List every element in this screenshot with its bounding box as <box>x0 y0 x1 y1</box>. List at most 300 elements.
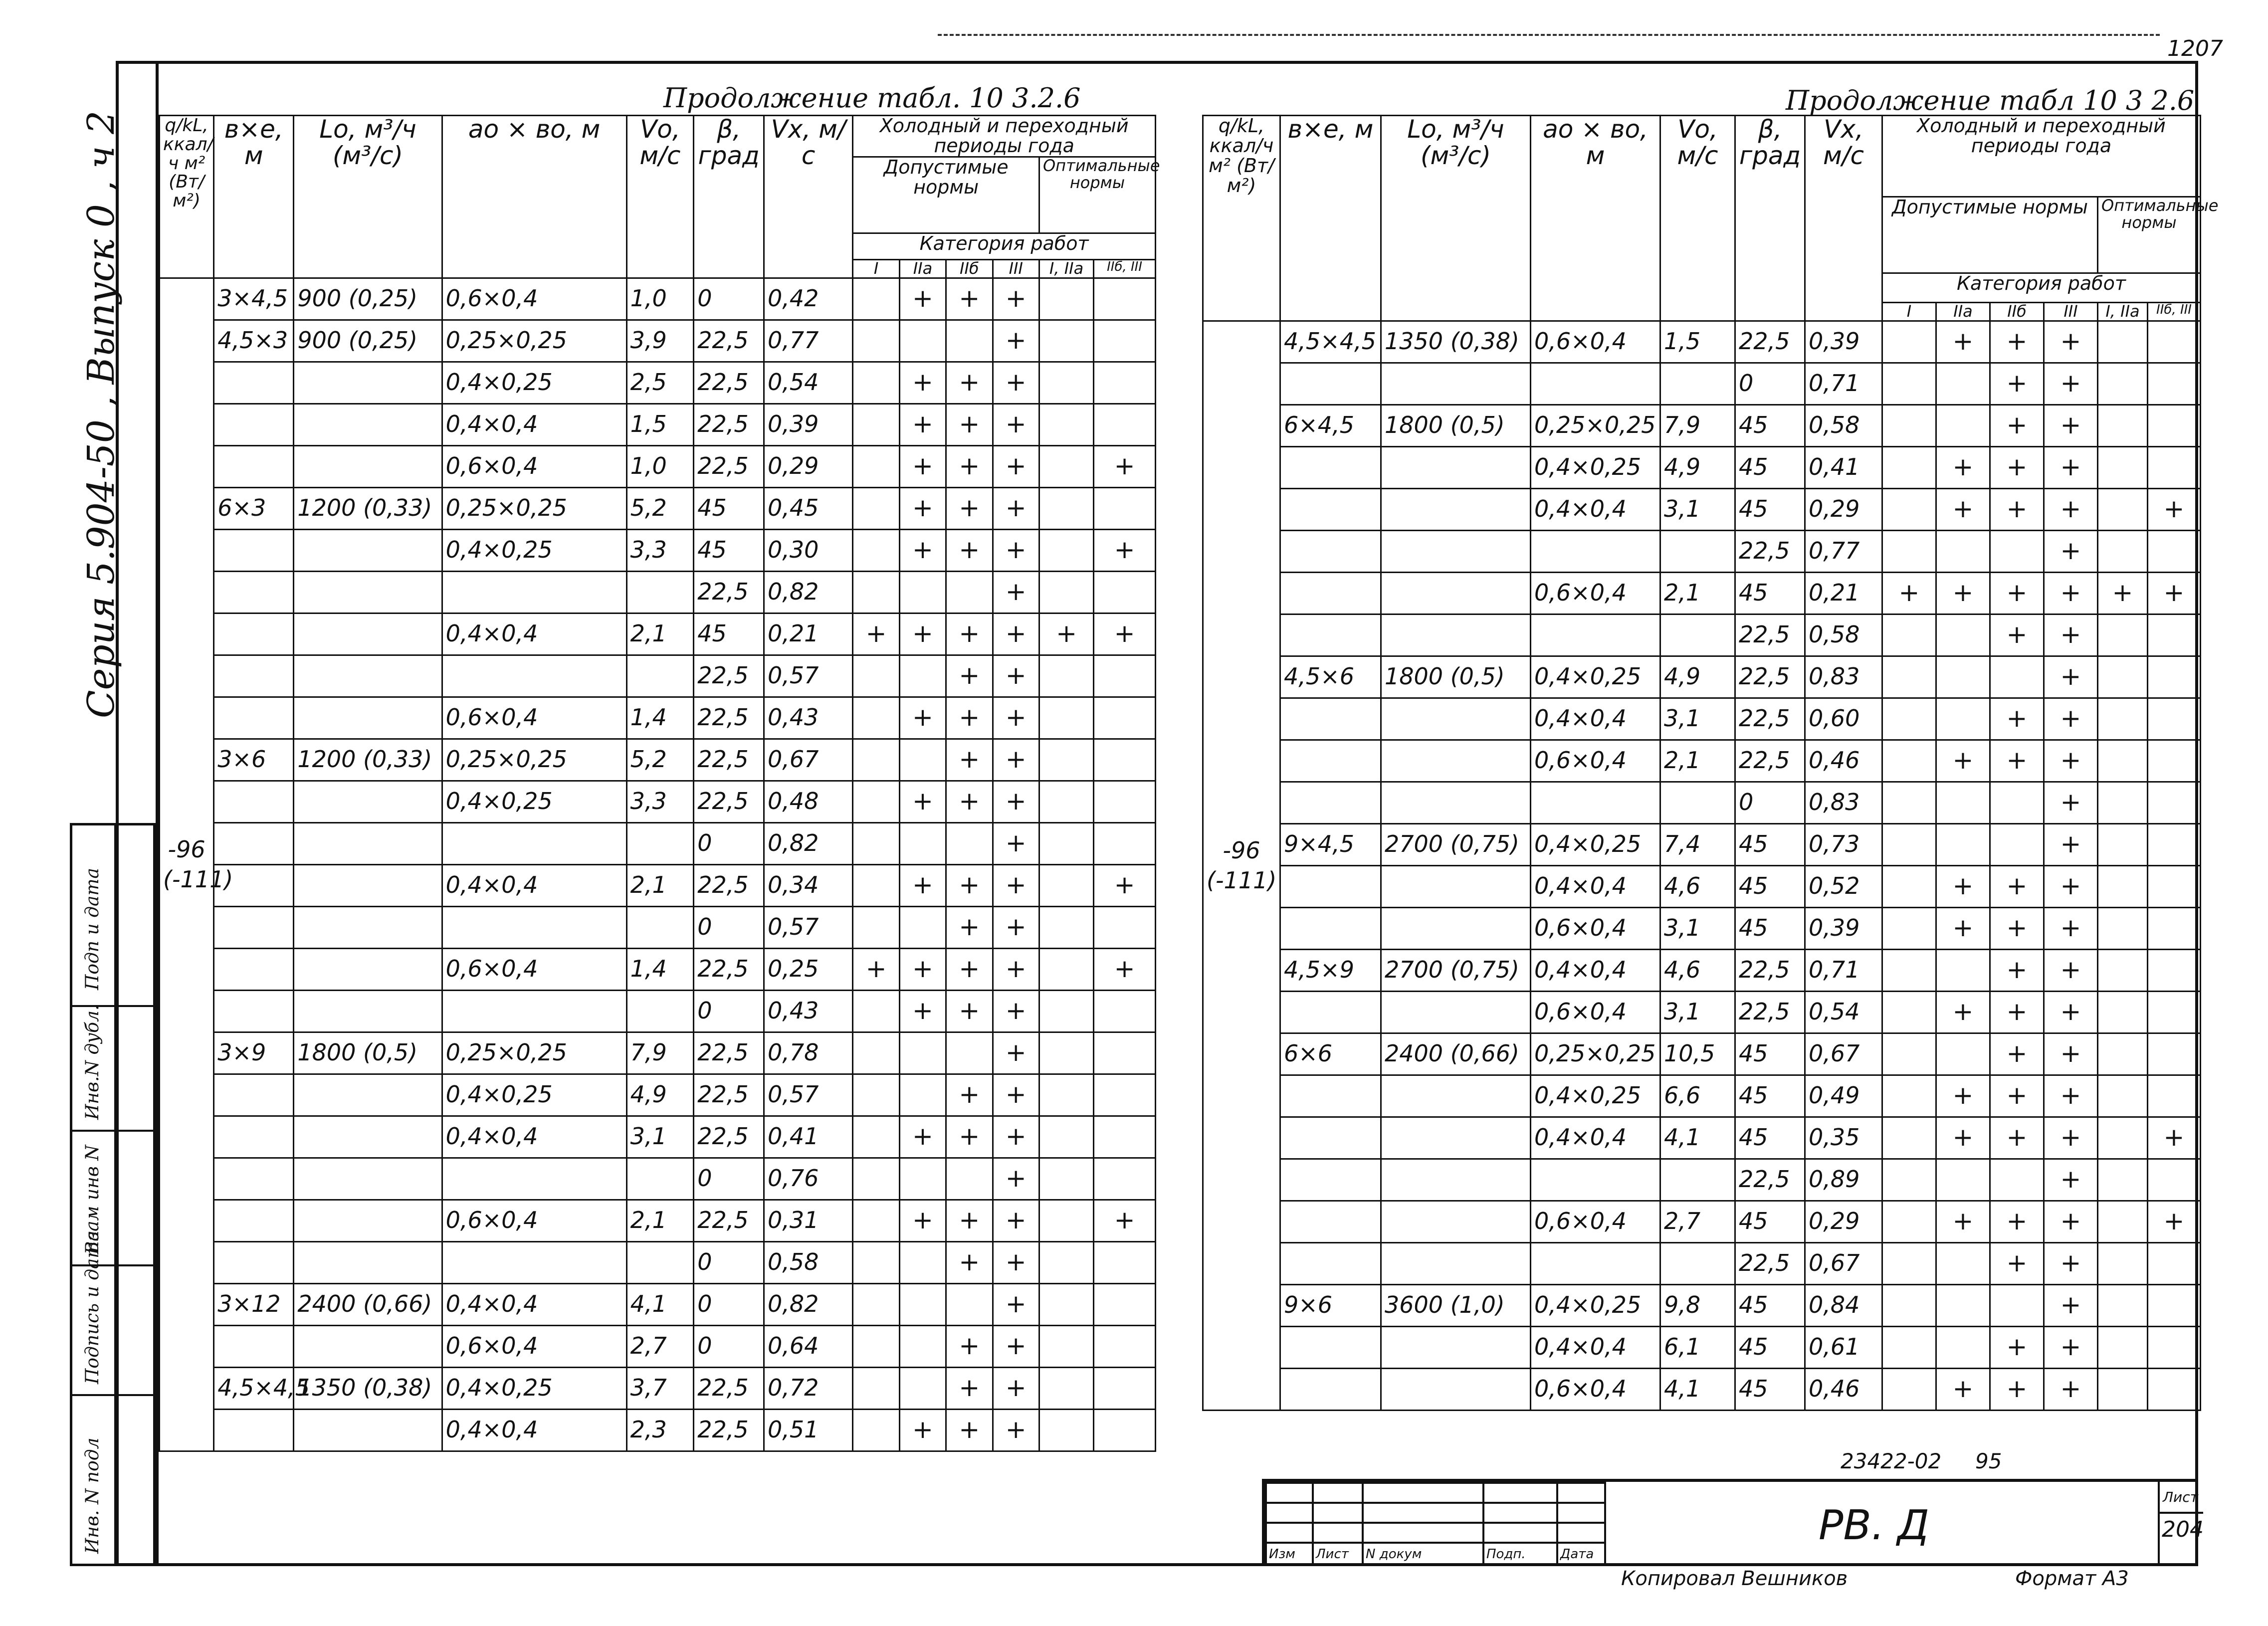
cell-cat-1 <box>1882 1368 1936 1410</box>
cell-vx: 0,43 <box>764 990 852 1032</box>
cell-cat-1 <box>1882 698 1936 740</box>
stamp-label: Инв.N дубл. <box>82 1005 103 1120</box>
cell-opt-1-2a <box>1039 278 1093 320</box>
cell-cat-2a <box>1936 363 1990 405</box>
cell-cat-1 <box>1882 488 1936 530</box>
cell-bxl <box>214 1116 294 1158</box>
cell-vx: 0,29 <box>764 445 852 487</box>
cell-beta: 0 <box>694 1283 764 1325</box>
cell-cat-3: + <box>993 1325 1039 1367</box>
cell-cat-2b: + <box>1990 1033 2044 1075</box>
table-row <box>160 1241 1156 1283</box>
cell-v0 <box>626 906 694 948</box>
cell-cat-3: + <box>2044 698 2098 740</box>
cell-v0: 2,1 <box>626 613 694 655</box>
cell-cat-2a: + <box>1936 488 1990 530</box>
cell-cat-2a <box>1936 949 1990 991</box>
cell-vx: 0,71 <box>1805 363 1882 405</box>
cell-opt-2b-3 <box>1094 362 1156 404</box>
cell-cat-2a: + <box>899 781 946 822</box>
cell-opt-2b-3 <box>1094 990 1156 1032</box>
cell-v0: 4,9 <box>626 1074 694 1116</box>
cell-a0b0: 0,25×0,25 <box>442 487 626 529</box>
cell-cat-2a <box>1936 614 1990 656</box>
cell-cat-2a <box>899 739 946 781</box>
cell-cat-1 <box>853 906 899 948</box>
cell-cat-1 <box>853 990 899 1032</box>
cell-opt-2b-3: + <box>1094 864 1156 906</box>
cell-cat-1 <box>1882 1326 1936 1368</box>
cell-vx: 0,57 <box>764 1074 852 1116</box>
revision-table <box>1265 1482 1606 1566</box>
cell-cat-2a: + <box>1936 446 1990 488</box>
cell-cat-3: + <box>2044 823 2098 865</box>
cell-cat-2b: + <box>946 529 993 571</box>
cell-beta: 45 <box>1735 1284 1805 1326</box>
cell-l0 <box>294 864 442 906</box>
cell-cat-3: + <box>993 864 1039 906</box>
cell-bxl <box>214 1409 294 1451</box>
cell-l0 <box>1381 488 1531 530</box>
table-row <box>1203 1326 2201 1368</box>
cell-cat-3: + <box>2044 1159 2098 1201</box>
cell-opt-1-2a <box>1039 906 1093 948</box>
hdr-cat: IIб, III <box>2148 303 2201 321</box>
cell-opt-1-2a <box>2098 363 2148 405</box>
sheet-cell <box>2158 1482 2203 1566</box>
cell-cat-3: + <box>2044 1242 2098 1284</box>
cell-cat-3: + <box>993 906 1039 948</box>
cell-cat-3: + <box>2044 1368 2098 1410</box>
top-dash-line <box>938 34 2160 36</box>
cell-vx: 0,34 <box>764 864 852 906</box>
cell-v0: 2,1 <box>626 864 694 906</box>
cell-beta: 45 <box>1735 823 1805 865</box>
cell-v0 <box>1660 1242 1735 1284</box>
cell-a0b0: 0,4×0,25 <box>442 529 626 571</box>
cell-a0b0: 0,25×0,25 <box>442 1032 626 1074</box>
cell-cat-2a: + <box>899 487 946 529</box>
cell-vx: 0,82 <box>764 1283 852 1325</box>
table-row <box>1203 1033 2201 1075</box>
cell-opt-1-2a <box>2098 1201 2148 1242</box>
cell-opt-1-2a: + <box>2098 572 2148 614</box>
cell-opt-1-2a <box>2098 1033 2148 1075</box>
cell-l0 <box>294 697 442 739</box>
cell-opt-2b-3 <box>1094 487 1156 529</box>
table-row <box>160 1325 1156 1367</box>
cell-cat-2b: + <box>946 1200 993 1241</box>
cell-bxl <box>214 906 294 948</box>
cell-opt-1-2a <box>1039 948 1093 990</box>
cell-bxl <box>214 404 294 445</box>
cell-cat-1 <box>853 822 899 864</box>
cell-v0: 3,1 <box>1660 488 1735 530</box>
cell-cat-2a <box>899 1367 946 1409</box>
table-row <box>1203 614 2201 656</box>
stamp-sep <box>72 1394 153 1396</box>
cell-v0: 4,6 <box>1660 865 1735 907</box>
cell-bxl <box>214 1325 294 1367</box>
hdr-l: Lо, м³/ч (м³/с) <box>1381 116 1531 321</box>
table-row <box>160 781 1156 822</box>
cell-v0 <box>626 571 694 613</box>
cell-a0b0: 0,4×0,25 <box>442 1367 626 1409</box>
cell-vx: 0,48 <box>764 781 852 822</box>
cell-l0 <box>1381 991 1531 1033</box>
cell-cat-2a <box>1936 405 1990 446</box>
cell-cat-3: + <box>2044 949 2098 991</box>
cell-l0 <box>294 781 442 822</box>
cell-opt-2b-3: + <box>2148 1117 2201 1159</box>
cell-cat-2b: + <box>1990 488 2044 530</box>
table-row <box>1203 949 2201 991</box>
cell-cat-2b: + <box>1990 446 2044 488</box>
cell-l0: 2700 (0,75) <box>1381 949 1531 991</box>
cell-cat-2b: + <box>1990 614 2044 656</box>
cell-beta: 22,5 <box>1735 614 1805 656</box>
cell-vx: 0,45 <box>764 487 852 529</box>
cell-v0 <box>1660 614 1735 656</box>
cell-cat-1 <box>853 571 899 613</box>
cell-bxl: 4,5×9 <box>1280 949 1381 991</box>
cell-vx: 0,29 <box>1805 488 1882 530</box>
stamp-label: Подпись и дата <box>82 1230 103 1384</box>
hdr-allowed: Допустимые нормы <box>853 157 1039 233</box>
table-row <box>1203 363 2201 405</box>
cell-l0 <box>294 1325 442 1367</box>
cell-opt-2b-3 <box>1094 781 1156 822</box>
table-row <box>1203 991 2201 1033</box>
cell-cat-1 <box>853 1032 899 1074</box>
cell-v0: 10,5 <box>1660 1033 1735 1075</box>
cell-bxl <box>1280 1326 1381 1368</box>
table-row <box>160 445 1156 487</box>
cell-l0 <box>294 822 442 864</box>
cell-vx: 0,29 <box>1805 1201 1882 1242</box>
cell-opt-1-2a <box>1039 1116 1093 1158</box>
cell-beta: 22,5 <box>694 445 764 487</box>
cell-l0 <box>294 613 442 655</box>
cell-cat-3: + <box>993 1158 1039 1200</box>
cell-cat-2a: + <box>899 864 946 906</box>
cell-cat-3: + <box>993 697 1039 739</box>
cell-cat-2b: + <box>946 1325 993 1367</box>
cell-opt-2b-3 <box>2148 907 2201 949</box>
cell-opt-2b-3 <box>1094 739 1156 781</box>
cell-cat-3: + <box>993 613 1039 655</box>
cell-cat-1 <box>1882 614 1936 656</box>
cell-cat-2a: + <box>899 990 946 1032</box>
cell-bxl <box>1280 530 1381 572</box>
cell-a0b0: 0,4×0,25 <box>1531 446 1660 488</box>
cell-cat-1 <box>853 278 899 320</box>
cell-v0: 3,1 <box>1660 698 1735 740</box>
table-row <box>1203 530 2201 572</box>
cell-opt-2b-3: + <box>1094 1200 1156 1241</box>
cell-cat-1 <box>1882 949 1936 991</box>
cell-vx: 0,52 <box>1805 865 1882 907</box>
cell-cat-3: + <box>993 948 1039 990</box>
cell-bxl <box>214 948 294 990</box>
cell-beta: 22,5 <box>694 948 764 990</box>
cell-a0b0: 0,4×0,25 <box>1531 823 1660 865</box>
cell-cat-3: + <box>993 487 1039 529</box>
cell-vx: 0,58 <box>1805 405 1882 446</box>
cell-cat-1 <box>853 404 899 445</box>
cell-cat-3: + <box>993 529 1039 571</box>
cell-v0 <box>626 990 694 1032</box>
cell-v0: 6,6 <box>1660 1075 1735 1117</box>
cell-cat-2b: + <box>1990 572 2044 614</box>
copied-by: Копировал Вешников <box>1621 1567 1848 1590</box>
cell-vx: 0,82 <box>764 571 852 613</box>
cell-opt-1-2a <box>2098 1159 2148 1201</box>
cell-beta: 22,5 <box>1735 321 1805 363</box>
cell-a0b0: 0,6×0,4 <box>442 445 626 487</box>
cell-bxl <box>1280 740 1381 782</box>
hdr-b: в×е, м <box>214 116 294 278</box>
table-row <box>1203 572 2201 614</box>
right-table <box>1202 115 2219 1411</box>
cell-a0b0: 0,6×0,4 <box>442 1200 626 1241</box>
cell-l0 <box>1381 572 1531 614</box>
table-row <box>160 278 1156 320</box>
cell-cat-2a: + <box>1936 1368 1990 1410</box>
cell-a0b0 <box>442 990 626 1032</box>
cell-bxl: 3×6 <box>214 739 294 781</box>
cell-opt-2b-3: + <box>1094 613 1156 655</box>
cell-cat-2b: + <box>1990 1368 2044 1410</box>
cell-cat-3: + <box>2044 405 2098 446</box>
cell-vx: 0,72 <box>764 1367 852 1409</box>
cell-cat-1 <box>853 1241 899 1283</box>
table-row <box>160 320 1156 362</box>
cell-bxl <box>1280 1075 1381 1117</box>
cell-opt-1-2a <box>2098 740 2148 782</box>
cell-bxl <box>214 529 294 571</box>
cell-cat-3: + <box>2044 991 2098 1033</box>
cell-cat-3: + <box>993 278 1039 320</box>
cell-cat-2a: + <box>1936 572 1990 614</box>
cell-opt-2b-3 <box>1094 1116 1156 1158</box>
table-row <box>1203 321 2201 363</box>
cell-v0: 2,1 <box>1660 740 1735 782</box>
table-row <box>1203 446 2201 488</box>
hdr-l: Lо, м³/ч (м³/с) <box>294 116 442 278</box>
cell-opt-2b-3 <box>1094 1158 1156 1200</box>
cell-cat-1 <box>1882 656 1936 698</box>
cell-opt-2b-3 <box>1094 1325 1156 1367</box>
cell-v0: 4,9 <box>1660 656 1735 698</box>
cell-bxl <box>214 1200 294 1241</box>
cell-cat-2a: + <box>1936 991 1990 1033</box>
cell-cat-2a <box>1936 1033 1990 1075</box>
cell-beta: 45 <box>1735 446 1805 488</box>
table-row <box>160 1158 1156 1200</box>
title-block <box>1262 1479 2204 1566</box>
hdr-cat: III <box>993 260 1039 278</box>
cell-l0: 1350 (0,38) <box>1381 321 1531 363</box>
cell-a0b0: 0,4×0,25 <box>1531 1284 1660 1326</box>
cell-vx: 0,31 <box>764 1200 852 1241</box>
cell-vx: 0,39 <box>1805 321 1882 363</box>
cell-bxl: 4,5×6 <box>1280 656 1381 698</box>
cell-cat-2b: + <box>1990 405 2044 446</box>
cell-beta: 22,5 <box>694 1409 764 1451</box>
cell-cat-1 <box>853 1409 899 1451</box>
cell-bxl: 4,5×4,5 <box>214 1367 294 1409</box>
cell-v0 <box>1660 1159 1735 1201</box>
cell-vx: 0,73 <box>1805 823 1882 865</box>
cell-opt-2b-3 <box>1094 1409 1156 1451</box>
cell-cat-2b: + <box>946 1116 993 1158</box>
left-table-body <box>160 278 1156 1451</box>
cell-cat-3: + <box>2044 1117 2098 1159</box>
cell-l0 <box>294 990 442 1032</box>
cell-v0: 1,0 <box>626 278 694 320</box>
cell-vx: 0,58 <box>764 1241 852 1283</box>
table-row <box>160 613 1156 655</box>
cell-cat-1 <box>1882 530 1936 572</box>
cell-a0b0: 0,4×0,4 <box>442 1283 626 1325</box>
cell-opt-1-2a <box>1039 864 1093 906</box>
cell-v0: 4,1 <box>626 1283 694 1325</box>
cell-cat-2a <box>899 1283 946 1325</box>
format-label: Формат А3 <box>2015 1567 2129 1590</box>
cell-a0b0: 0,6×0,4 <box>442 278 626 320</box>
cell-cat-3: + <box>993 1074 1039 1116</box>
cell-bxl: 3×9 <box>214 1032 294 1074</box>
cell-bxl <box>1280 488 1381 530</box>
cell-opt-2b-3: + <box>2148 572 2201 614</box>
cell-cat-2b: + <box>1990 1075 2044 1117</box>
cell-opt-1-2a <box>2098 698 2148 740</box>
cell-cat-1 <box>853 445 899 487</box>
cell-cat-2b: + <box>946 990 993 1032</box>
cell-cat-2b <box>946 571 993 613</box>
cell-opt-1-2a <box>1039 1283 1093 1325</box>
cell-cat-1 <box>1882 907 1936 949</box>
cell-l0 <box>294 1200 442 1241</box>
cell-opt-2b-3: + <box>1094 948 1156 990</box>
cell-opt-1-2a <box>1039 1325 1093 1367</box>
table-row <box>160 529 1156 571</box>
cell-a0b0: 0,6×0,4 <box>1531 1368 1660 1410</box>
cell-v0: 5,2 <box>626 487 694 529</box>
cell-beta: 45 <box>694 487 764 529</box>
cell-vx: 0,57 <box>764 655 852 697</box>
cell-beta: 0 <box>694 1241 764 1283</box>
cell-cat-1 <box>1882 321 1936 363</box>
cell-l0: 1800 (0,5) <box>1381 405 1531 446</box>
cell-bxl: 4,5×3 <box>214 320 294 362</box>
cell-beta: 22,5 <box>1735 1242 1805 1284</box>
cell-a0b0: 0,4×0,4 <box>1531 1117 1660 1159</box>
cell-cat-2a: + <box>899 1116 946 1158</box>
cell-cat-2b <box>946 1032 993 1074</box>
cell-v0: 9,8 <box>1660 1284 1735 1326</box>
cell-cat-2b: + <box>1990 907 2044 949</box>
table-row <box>1203 907 2201 949</box>
cell-cat-2b <box>946 320 993 362</box>
table-row <box>160 864 1156 906</box>
cell-opt-1-2a <box>1039 487 1093 529</box>
cell-l0: 1200 (0,33) <box>294 739 442 781</box>
hdr-optimal: Оптимальные нормы <box>1039 157 1155 233</box>
cell-beta: 45 <box>1735 865 1805 907</box>
cell-l0: 2700 (0,75) <box>1381 823 1531 865</box>
cell-opt-1-2a <box>1039 404 1093 445</box>
cell-cat-2b: + <box>946 739 993 781</box>
cell-a0b0: 0,4×0,4 <box>1531 865 1660 907</box>
cell-opt-2b-3 <box>2148 1326 2201 1368</box>
cell-l0: 900 (0,25) <box>294 320 442 362</box>
hdr-a: aо × во, м <box>1531 116 1660 321</box>
cell-cat-3: + <box>2044 446 2098 488</box>
table-row <box>1203 1201 2201 1242</box>
cell-vx: 0,39 <box>1805 907 1882 949</box>
cell-cat-2b: + <box>946 362 993 404</box>
cell-a0b0 <box>442 906 626 948</box>
cell-cat-2a: + <box>899 1409 946 1451</box>
table-row <box>160 1116 1156 1158</box>
cell-v0: 7,9 <box>626 1032 694 1074</box>
cell-bxl: 3×4,5 <box>214 278 294 320</box>
cell-cat-2b <box>1990 823 2044 865</box>
table-row <box>160 404 1156 445</box>
stamp-sep <box>72 1130 153 1132</box>
cell-cat-3: + <box>993 571 1039 613</box>
cell-beta: 22,5 <box>1735 530 1805 572</box>
cell-cat-2b: + <box>1990 1201 2044 1242</box>
cell-l0 <box>1381 782 1531 823</box>
cell-a0b0: 0,25×0,25 <box>1531 405 1660 446</box>
cell-beta: 22,5 <box>694 571 764 613</box>
cell-opt-1-2a <box>2098 991 2148 1033</box>
hdr-vx: Vх, м/с <box>1805 116 1882 321</box>
q-value: -96 <box>168 836 206 863</box>
cell-v0: 4,9 <box>1660 446 1735 488</box>
cell-bxl <box>1280 363 1381 405</box>
cell-beta: 22,5 <box>694 362 764 404</box>
hdr-period: Холодный и переходный периоды года <box>1882 116 2201 197</box>
cell-opt-1-2a <box>1039 320 1093 362</box>
hdr-category: Категория работ <box>1882 273 2201 303</box>
stamp-label: Взам инв N <box>82 1145 103 1254</box>
cell-l0 <box>294 404 442 445</box>
cell-opt-2b-3 <box>1094 906 1156 948</box>
cell-vx: 0,46 <box>1805 1368 1882 1410</box>
cell-v0: 3,7 <box>626 1367 694 1409</box>
cell-opt-2b-3 <box>1094 1074 1156 1116</box>
cell-bxl: 6×4,5 <box>1280 405 1381 446</box>
cell-beta: 22,5 <box>694 1032 764 1074</box>
cell-cat-2a <box>1936 656 1990 698</box>
cell-v0: 4,6 <box>1660 949 1735 991</box>
cell-beta: 22,5 <box>1735 698 1805 740</box>
cell-cat-3: + <box>993 445 1039 487</box>
cell-opt-1-2a <box>2098 907 2148 949</box>
cell-cat-2b <box>946 1283 993 1325</box>
cell-vx: 0,21 <box>764 613 852 655</box>
cell-opt-1-2a <box>1039 1200 1093 1241</box>
cell-cat-2b: + <box>946 487 993 529</box>
cell-a0b0 <box>1531 1159 1660 1201</box>
cell-bxl <box>214 1074 294 1116</box>
cell-opt-1-2a <box>1039 697 1093 739</box>
cell-bxl <box>1280 1159 1381 1201</box>
